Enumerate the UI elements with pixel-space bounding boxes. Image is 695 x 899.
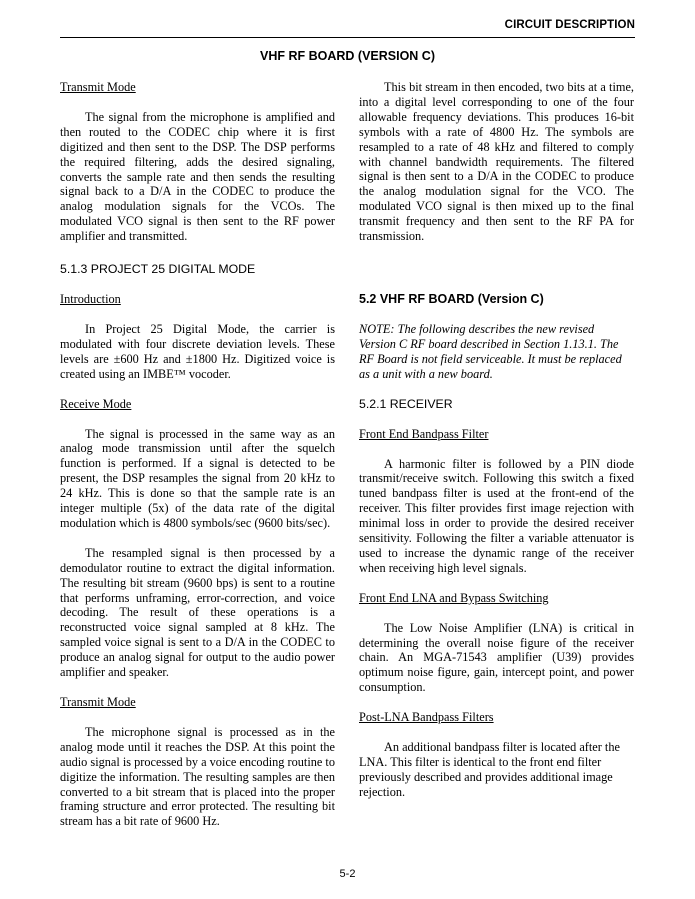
section-513-heading: 5.1.3 PROJECT 25 DIGITAL MODE — [60, 262, 256, 277]
front-end-filter-heading: Front End Bandpass Filter — [359, 426, 489, 441]
version-c-note: NOTE: The following describes the new revised Version C RF board described in Section 1.13.1. The RF Board is not field serviceable. It must be replaced as a unit with a new board. — [359, 321, 622, 381]
section-521-heading: 5.2.1 RECEIVER — [359, 396, 453, 411]
transmit-mode-text: The signal from the microphone is amplified and then routed to the CODEC chip where it is first digitized and then sent to the DSP. The DSP performs the required filtering, adds the desired signaling, converts the sample rate and then sends the resulting signal back to a D/A in the CODEC to produce the analog modulation signals for the VCOs. The modulated VCO signal is then sent to the RF power amplifier and transmitted. — [60, 109, 335, 244]
header-rule — [60, 37, 635, 38]
section-52-heading: 5.2 VHF RF BOARD (Version C) — [359, 291, 544, 306]
lna-switching-text: The Low Noise Amplifier (LNA) is critical in determining the overall noise figure of the receiver chain. An MGA-71543 amplifier (U39) provides optimum noise figure, gain, intercept point, and power consumption. — [359, 620, 634, 695]
introduction-heading: Introduction — [60, 292, 121, 307]
right-column — [359, 80, 634, 800]
receive-mode-heading: Receive Mode — [60, 396, 132, 411]
transmit-mode-2-text: The microphone signal is processed as in the analog mode until it reaches the DSP. At this point the audio signal is processed by a voice encoding routine to digitize the information. The resulting samples are then converted to a bit stream that is placed into the proper framing structure and error protected. The resulting bit stream has a bit rate of 9600 Hz. — [60, 724, 335, 829]
bitstream-text: This bit stream in then encoded, two bits at a time, into a digital level corresponding to one of the four allowable frequency deviations. This produces 16-bit symbols with a rate of 4800 Hz. The symbols are resampled to a rate of 48 kHz and filtered to comply with channel bandwidth requirements. The filtered signal is then sent to a D/A in the CODEC to produce the analog modulation signal for the VCO. The modulated VCO signal is then mixed up to the final transmit frequency and then sent to the RF PA for transmission. — [359, 80, 634, 244]
transmit-mode-2-heading: Transmit Mode — [60, 695, 136, 709]
page-number: 5-2 — [339, 868, 356, 880]
receive-mode-para-1: The signal is processed in the same way as an analog mode transmission until after the squelch function is performed. If a signal is detected to be present, the DSP resamples the signal from 20 kHz to 24 kHz. This is done so that the sample rate is an integer multiple (5x) of the data rate of the digital modulation which is 4800 symbols/sec (9600 bits/sec). — [60, 426, 335, 530]
introduction-text: In Project 25 Digital Mode, the carrier is modulated with four discrete deviation levels. These levels are ±600 Hz and ±1800 Hz. Digitized voice is created using an IMBE™ vocoder. — [60, 321, 335, 381]
front-end-filter-text: A harmonic filter is followed by a PIN diode transmit/receive switch. Following this switch a fixed tuned bandpass filter is used at the front-end of the receiver. This filter provides first image rejection with minimal loss in order to provide the desired receiver sensitivity. Following the filter a variable attenuator is used to increase the dynamic range of the receiver when receiving high level signals. — [359, 456, 634, 575]
page-title: VHF RF BOARD (VERSION C) — [260, 49, 435, 63]
lna-switching-heading: Front End LNA and Bypass Switching — [359, 590, 549, 605]
post-lna-text: An additional bandpass filter is located after the LNA. This filter is identical to the front end filter previously described and provides additional image rejection. — [359, 740, 620, 799]
left-column — [60, 80, 335, 829]
post-lna-heading: Post-LNA Bandpass Filters — [359, 710, 494, 725]
transmit-mode-heading: Transmit Mode — [60, 80, 136, 94]
receive-mode-para-2: The resampled signal is then processed by a demodulator routine to extract the digital information. The resulting bit stream (9600 bps) is sent to a routine that performs unframing, error-correction, and voice decoding. The result of these operations is a reconstructed voice signal sampled at 8 kHz. The sampled voice signal is sent to a D/A in the CODEC to produce an analog signal for output to the audio power amplifier and speaker. — [60, 545, 335, 680]
running-header: CIRCUIT DESCRIPTION — [504, 19, 635, 31]
